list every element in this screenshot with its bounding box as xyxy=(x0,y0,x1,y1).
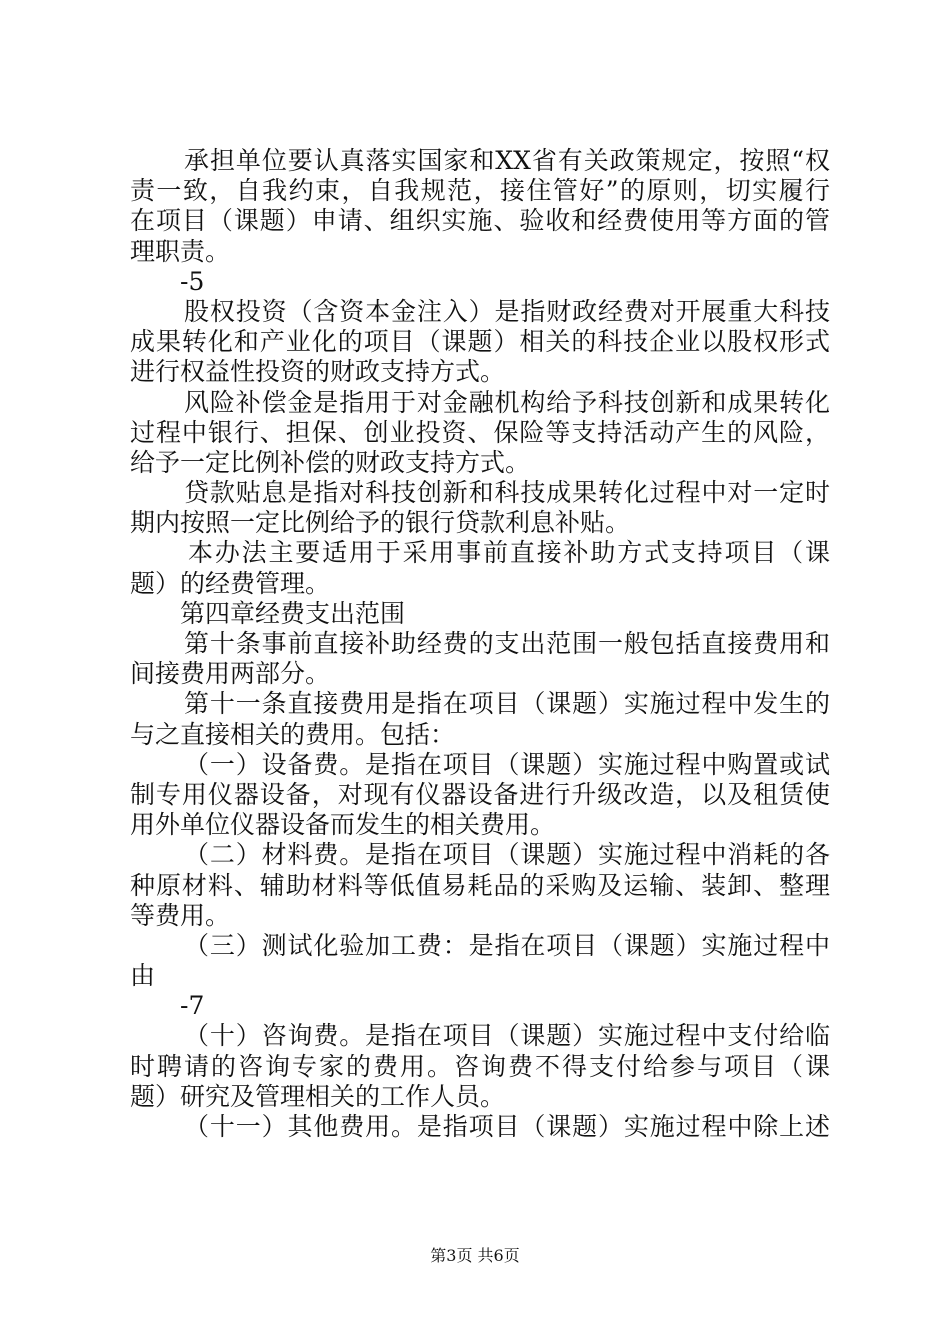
text-line: 等费用。 xyxy=(130,900,231,930)
text-line: 风险补偿金是指用于对金融机构给予科技创新和成果转化 xyxy=(184,387,830,417)
text-line: 制专用仪器设备，对现有仪器设备进行升级改造，以及租赁使 xyxy=(130,779,830,809)
text-line: （一）设备费。是指在项目（课题）实施过程中购置或试 xyxy=(184,749,830,779)
text-line: 第十一条直接费用是指在项目（课题）实施过程中发生的 xyxy=(184,689,830,719)
text-line: （二）材料费。是指在项目（课题）实施过程中消耗的各 xyxy=(184,840,830,870)
text-line: （十）咨询费。是指在项目（课题）实施过程中支付给临 xyxy=(184,1021,830,1051)
text-line: 时聘请的咨询专家的费用。咨询费不得支付给参与项目（课 xyxy=(130,1051,830,1081)
page-footer: 第3页 共6页 xyxy=(430,1246,520,1265)
text-line: （三）测试化验加工费：是指在项目（课题）实施过程中 xyxy=(184,930,830,960)
text-line: 股权投资（含资本金注入）是指财政经费对开展重大科技 xyxy=(184,296,830,326)
text-line: -7 xyxy=(180,991,205,1021)
text-line: 用外单位仪器设备而发生的相关费用。 xyxy=(130,810,556,840)
text-line: 种原材料、辅助材料等低值易耗品的采购及运输、装卸、整理 xyxy=(130,870,830,900)
text-line: 题）研究及管理相关的工作人员。 xyxy=(130,1081,506,1111)
text-line: 第四章经费支出范围 xyxy=(180,598,406,628)
text-line: 本办法主要适用于采用事前直接补助方式支持项目（课 xyxy=(188,538,830,568)
text-line: 过程中银行、担保、创业投资、保险等支持活动产生的风险， xyxy=(130,417,830,447)
text-line: 理职责。 xyxy=(130,236,231,266)
text-line: 责一致，自我约束，自我规范，接住管好”的原则，切实履行 xyxy=(130,176,830,206)
text-line: 在项目（课题）申请、组织实施、验收和经费使用等方面的管 xyxy=(130,206,830,236)
text-line: 进行权益性投资的财政支持方式。 xyxy=(130,357,506,387)
text-line: 期内按照一定比例给予的银行贷款利息补贴。 xyxy=(130,508,631,538)
text-line: 题）的经费管理。 xyxy=(130,568,331,598)
document-body xyxy=(130,146,830,1142)
text-line: 给予一定比例补偿的财政支持方式。 xyxy=(130,447,531,477)
text-line: 第十条事前直接补助经费的支出范围一般包括直接费用和 xyxy=(184,629,830,658)
text-line: 间接费用两部分。 xyxy=(130,659,331,689)
text-line: 成果转化和产业化的项目（课题）相关的科技企业以股权形式 xyxy=(130,327,830,357)
text-line: （十一）其他费用。是指项目（课题）实施过程中除上述 xyxy=(184,1112,830,1141)
text-line: 贷款贴息是指对科技创新和科技成果转化过程中对一定时 xyxy=(184,478,830,508)
text-line: 承担单位要认真落实国家和XX省有关政策规定，按照“权 xyxy=(184,146,830,175)
text-line: 由 xyxy=(130,961,156,991)
text-line: 与之直接相关的费用。包括： xyxy=(130,719,456,749)
text-line: -5 xyxy=(180,266,205,296)
